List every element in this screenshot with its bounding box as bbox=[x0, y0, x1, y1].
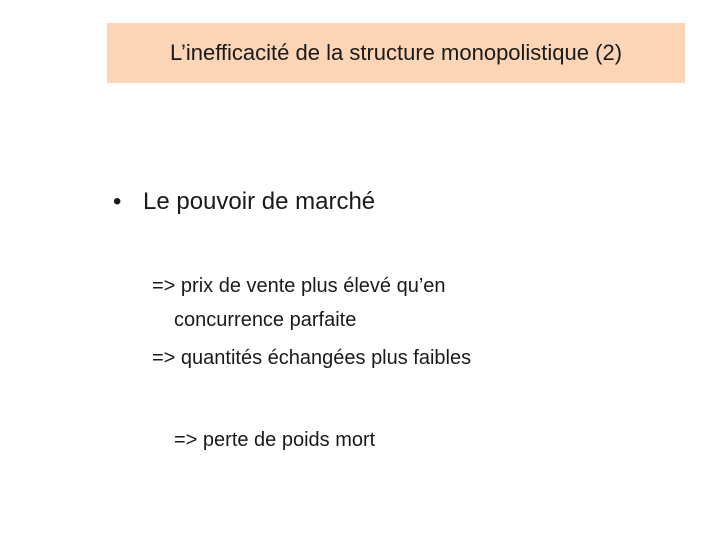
title-box bbox=[107, 23, 685, 83]
consequence-line-price: => prix de vente plus élevé qu’en bbox=[152, 275, 446, 297]
consequence-line-deadweight: => perte de poids mort bbox=[174, 429, 376, 451]
bullet-icon: • bbox=[113, 188, 122, 215]
consequence-line-quantity: => quantités échangées plus faibles bbox=[152, 347, 472, 369]
slide-title: L’inefficacité de la structure monopolistique (2) bbox=[169, 40, 623, 65]
bullet-item bbox=[113, 188, 375, 216]
consequence-line-price-cont: concurrence parfaite bbox=[174, 309, 357, 331]
bullet-text: Le pouvoir de marché bbox=[143, 188, 376, 215]
